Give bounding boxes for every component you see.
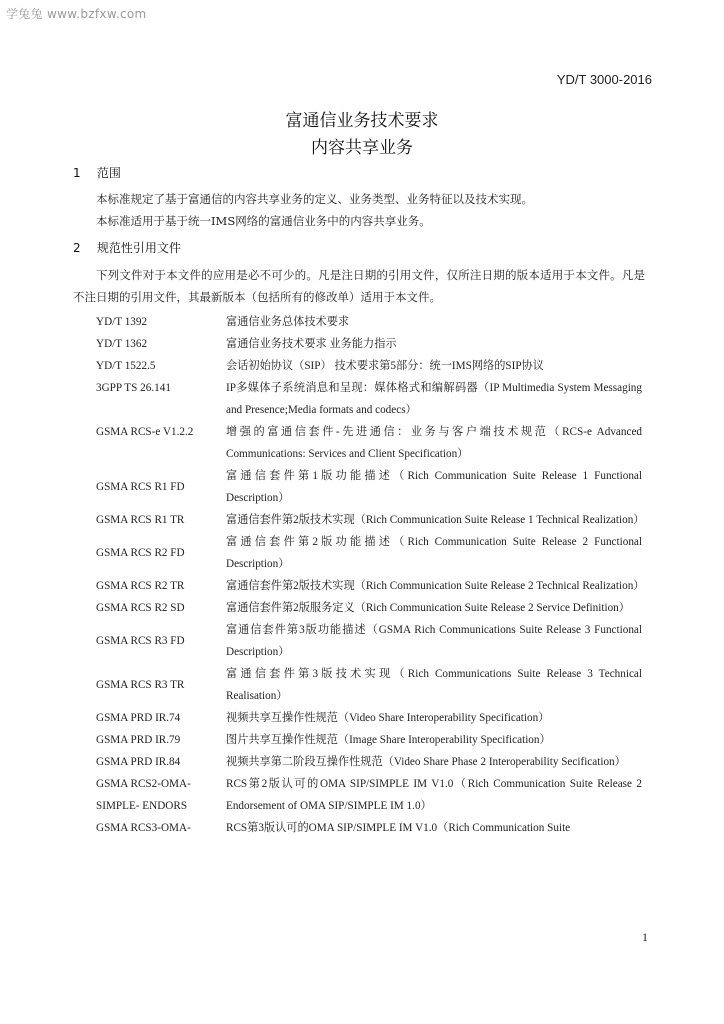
section-title: 规范性引用文件 — [96, 241, 181, 255]
document-subtitle: 内容共享业务 — [311, 138, 413, 158]
reference-code: GSMA RCS3-OMA- — [96, 822, 191, 834]
paragraph: 下列文件对于本文件的应用是必不可少的。凡是注日期的引用文件，仅所注日期的版本适用于本文件。凡是不注日期的引用文件，其最新版本（包括所有的修改单）适用于本文件。 — [73, 268, 645, 304]
reference-item — [96, 707, 642, 729]
section-title: 范围 — [96, 166, 121, 180]
reference-code: GSMA PRD IR.79 — [96, 734, 181, 746]
reference-item — [96, 773, 642, 817]
reference-title: 图片共享互操作性规范（Image Share Interoperability Specification） — [226, 734, 551, 746]
reference-title: 视频共享第二阶段互操作性规范（Video Share Phase 2 Interoperability Secification） — [226, 756, 626, 768]
reference-code: GSMA RCS-e V1.2.2 — [96, 426, 194, 438]
reference-title: 会话初始协议（SIP） 技术要求第5部分：统一IMS网络的SIP协议 — [226, 360, 544, 372]
reference-code: GSMA RCS R2 SD — [96, 602, 185, 614]
paragraph: 本标准适用于基于统一IMS网络的富通信业务中的内容共享业务。 — [96, 214, 431, 228]
section-heading-scope — [73, 164, 121, 181]
reference-item — [96, 509, 645, 531]
reference-code: GSMA RCS R1 TR — [96, 514, 185, 526]
page-number: 1 — [642, 930, 648, 944]
reference-code: GSMA PRD IR.84 — [96, 756, 181, 768]
reference-item — [96, 333, 642, 355]
reference-code: GSMA RCS R3 TR — [96, 679, 185, 691]
reference-title: 富通信套件第2版服务定义（Rich Communication Suite Release 2 Service Definition） — [226, 602, 630, 614]
reference-item — [96, 531, 642, 575]
section-number: 2 — [73, 241, 81, 255]
reference-title: IP多媒体子系统消息和呈现：媒体格式和编解码器（IP Multimedia System Messaging and Presence;Media formats and codecs） — [226, 382, 642, 416]
reference-code: GSMA RCS R3 FD — [96, 635, 185, 647]
reference-item — [96, 311, 642, 333]
reference-title: 富通信业务技术要求 业务能力指示 — [226, 338, 397, 350]
reference-code: YD/T 1362 — [96, 338, 148, 350]
standard-number: YD/T 3000-2016 — [556, 72, 652, 87]
reference-item — [96, 663, 642, 707]
reference-item — [96, 597, 642, 619]
reference-title: 富通信套件第1版功能描述（Rich Communication Suite Release 1 Functional Description） — [226, 470, 642, 504]
reference-code: 3GPP TS 26.141 — [96, 382, 171, 394]
reference-code: GSMA RCS R2 FD — [96, 547, 185, 559]
reference-title: 富通信业务总体技术要求 — [226, 316, 350, 328]
reference-code: GSMA RCS2-OMA-SIMPLE- ENDORS — [96, 778, 191, 812]
paragraph: 本标准规定了基于富通信的内容共享业务的定义、业务类型、业务特征以及技术实现。 — [96, 192, 533, 206]
reference-item — [96, 355, 642, 377]
reference-code: GSMA PRD IR.74 — [96, 712, 181, 724]
watermark: 学兔兔 www.bzfxw.com — [6, 7, 147, 21]
reference-item — [96, 465, 642, 509]
reference-item — [96, 619, 642, 663]
reference-title: 富通信套件第3版技术实现（Rich Communications Suite Release 3 Technical Realisation） — [226, 668, 642, 702]
reference-title: 富通信套件第2版功能描述（Rich Communication Suite Release 2 Functional Description） — [226, 536, 642, 570]
reference-title: RCS第3版认可的OMA SIP/SIMPLE IM V1.0（Rich Communication Suite — [226, 822, 571, 834]
reference-title: 富通信套件第2版技术实现（Rich Communication Suite Release 1 Technical Realization） — [226, 514, 645, 526]
reference-item — [96, 377, 642, 421]
reference-code: GSMA RCS R1 FD — [96, 481, 185, 493]
reference-title: 增强的富通信套件-先进通信：业务与客户端技术规范（RCS-e Advanced Communications: Services and Client Specification） — [226, 426, 642, 460]
reference-item — [96, 729, 642, 751]
reference-item — [96, 751, 642, 773]
reference-list — [96, 311, 645, 839]
reference-code: GSMA RCS R2 TR — [96, 580, 185, 592]
reference-item — [96, 817, 642, 839]
section-heading-references — [73, 239, 181, 256]
reference-title: 富通信套件第3版功能描述（GSMA Rich Communications Suite Release 3 Functional Description） — [226, 624, 642, 658]
section-number: 1 — [73, 166, 81, 180]
reference-title: RCS第2版认可的OMA SIP/SIMPLE IM V1.0（Rich Communication Suite Release 2 Endorsement of OMA SIP/SIMPLE IM 1.0） — [226, 778, 642, 812]
reference-item — [96, 421, 642, 465]
reference-title: 视频共享互操作性规范（Video Share Interoperability Specification） — [226, 712, 550, 724]
reference-item — [96, 575, 645, 597]
reference-code: YD/T 1522.5 — [96, 360, 156, 372]
reference-title: 富通信套件第2版技术实现（Rich Communication Suite Release 2 Technical Realization） — [226, 580, 645, 592]
document-title: 富通信业务技术要求 — [285, 111, 439, 131]
reference-code: YD/T 1392 — [96, 316, 148, 328]
